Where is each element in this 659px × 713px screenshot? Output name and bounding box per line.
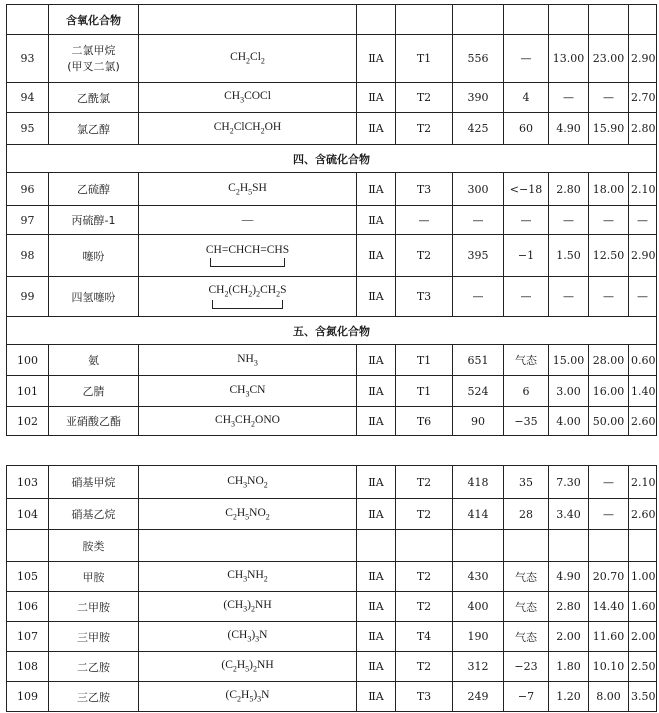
lel-cell: — [549, 206, 589, 235]
group-cell: ⅡA [357, 83, 396, 113]
compound-formula: — [139, 206, 357, 235]
density-cell: 3.50 [629, 682, 657, 712]
uel-cell: 15.90 [589, 113, 629, 145]
compound-name: 三乙胺 [49, 682, 139, 712]
temp-class-cell: T4 [396, 622, 453, 652]
compound-name-line2: (甲叉二氯) [67, 59, 120, 73]
temp-class-cell: T2 [396, 652, 453, 682]
group-cell: ⅡA [357, 652, 396, 682]
density-cell: — [629, 206, 657, 235]
compound-formula: $CH_2Cl_2$ [139, 35, 357, 83]
table-row [7, 652, 657, 682]
compound-formula [139, 277, 357, 317]
temp-class-cell: T3 [396, 173, 453, 206]
row-number: 104 [7, 499, 49, 530]
flash-cell: 4 [504, 83, 549, 113]
ignition-cell: 312 [453, 652, 504, 682]
compound-formula: $CH_3CN$ [139, 376, 357, 407]
group-cell: ⅡA [357, 206, 396, 235]
row-number: 97 [7, 206, 49, 235]
table-row [7, 173, 657, 206]
compound-formula: $CH_3NO_2$ [139, 466, 357, 499]
table-row [7, 622, 657, 652]
lel-cell: 3.40 [549, 499, 589, 530]
temp-class-cell: T3 [396, 682, 453, 712]
compound-table-top [6, 4, 657, 436]
table-row [7, 345, 657, 376]
compound-formula: $(C_2H_5)_3N$ [139, 682, 357, 712]
ignition-cell: 556 [453, 35, 504, 83]
table-row [7, 376, 657, 407]
section-title-nitrogen: 五、含氮化合物 [7, 317, 657, 345]
ignition-cell: 300 [453, 173, 504, 206]
group-cell: ⅡA [357, 562, 396, 592]
temp-class-cell: T6 [396, 407, 453, 436]
density-cell: 2.70 [629, 83, 657, 113]
compound-formula: $CH_3CH_2ONO$ [139, 407, 357, 436]
lel-cell: 4.90 [549, 562, 589, 592]
temp-class-cell: T2 [396, 562, 453, 592]
lel-cell: 4.90 [549, 113, 589, 145]
table-row [7, 5, 657, 35]
compound-name [49, 35, 139, 83]
temp-class-cell: T2 [396, 235, 453, 277]
flash-cell: <−18 [504, 173, 549, 206]
ignition-cell: — [453, 277, 504, 317]
compound-name: 四氢噻吩 [49, 277, 139, 317]
lel-cell: 2.80 [549, 173, 589, 206]
group-cell: ⅡA [357, 407, 396, 436]
flash-cell: −35 [504, 407, 549, 436]
uel-cell: 12.50 [589, 235, 629, 277]
row-number: 98 [7, 235, 49, 277]
row-number: 108 [7, 652, 49, 682]
lel-cell: 1.20 [549, 682, 589, 712]
compound-formula [139, 235, 357, 277]
row-number: 103 [7, 466, 49, 499]
uel-cell: 8.00 [589, 682, 629, 712]
ring-bracket [212, 300, 282, 309]
ignition-cell: 418 [453, 466, 504, 499]
compound-name: 乙酰氯 [49, 83, 139, 113]
row-number: 94 [7, 83, 49, 113]
section-row [7, 317, 657, 345]
temp-class-cell: T1 [396, 35, 453, 83]
flash-cell: — [504, 206, 549, 235]
density-cell: 2.80 [629, 113, 657, 145]
table-row [7, 35, 657, 83]
lel-cell: 1.80 [549, 652, 589, 682]
compound-name: 三甲胺 [49, 622, 139, 652]
ring-formula [206, 244, 289, 267]
ignition-cell: 395 [453, 235, 504, 277]
compound-formula: $NH_3$ [139, 345, 357, 376]
row-number: 99 [7, 277, 49, 317]
ignition-cell: 430 [453, 562, 504, 592]
compound-name: 二甲胺 [49, 592, 139, 622]
row-number: 102 [7, 407, 49, 436]
density-cell: 2.00 [629, 622, 657, 652]
compound-formula: $(C_2H_5)_2NH$ [139, 652, 357, 682]
uel-cell: — [589, 206, 629, 235]
uel-cell: 11.60 [589, 622, 629, 652]
table-row [7, 530, 657, 562]
group-cell: ⅡA [357, 376, 396, 407]
lel-cell: 15.00 [549, 345, 589, 376]
compound-table-bottom [6, 465, 657, 712]
table-row [7, 206, 657, 235]
uel-cell: — [589, 277, 629, 317]
density-cell: 2.60 [629, 407, 657, 436]
uel-cell: 28.00 [589, 345, 629, 376]
temp-class-cell: — [396, 206, 453, 235]
flash-cell: 气态 [504, 592, 549, 622]
row-number: 101 [7, 376, 49, 407]
group-cell: ⅡA [357, 345, 396, 376]
flash-cell: −23 [504, 652, 549, 682]
section-title-sulfur: 四、含硫化合物 [7, 145, 657, 173]
flash-cell: 气态 [504, 622, 549, 652]
row-number: 93 [7, 35, 49, 83]
ring-formula [208, 284, 286, 309]
flash-cell: 气态 [504, 345, 549, 376]
ignition-cell: 425 [453, 113, 504, 145]
group-cell: ⅡA [357, 235, 396, 277]
density-cell: 2.10 [629, 173, 657, 206]
ignition-cell: 249 [453, 682, 504, 712]
uel-cell: 10.10 [589, 652, 629, 682]
temp-class-cell: T2 [396, 113, 453, 145]
flash-cell: 60 [504, 113, 549, 145]
temp-class-cell: T2 [396, 83, 453, 113]
lel-cell: 13.00 [549, 35, 589, 83]
compound-name: 丙硫醇-1 [49, 206, 139, 235]
lel-cell: 2.80 [549, 592, 589, 622]
ring-bracket [210, 258, 285, 267]
lel-cell: — [549, 277, 589, 317]
flash-cell: 气态 [504, 562, 549, 592]
density-cell: 1.60 [629, 592, 657, 622]
ignition-cell: 651 [453, 345, 504, 376]
compound-name: 亚硝酸乙酯 [49, 407, 139, 436]
row-number: 106 [7, 592, 49, 622]
table-row [7, 562, 657, 592]
group-cell: ⅡA [357, 499, 396, 530]
temp-class-cell: T1 [396, 376, 453, 407]
compound-name: 氨 [49, 345, 139, 376]
compound-formula: $CH_2ClCH_2OH$ [139, 113, 357, 145]
lel-cell: 2.00 [549, 622, 589, 652]
table-row [7, 83, 657, 113]
density-cell: — [629, 277, 657, 317]
row-number: 107 [7, 622, 49, 652]
ignition-cell: 400 [453, 592, 504, 622]
flash-cell: — [504, 277, 549, 317]
density-cell: 1.40 [629, 376, 657, 407]
density-cell: 0.60 [629, 345, 657, 376]
group-cell: ⅡA [357, 173, 396, 206]
temp-class-cell: T2 [396, 592, 453, 622]
flash-cell: — [504, 35, 549, 83]
group-cell: ⅡA [357, 277, 396, 317]
compound-name: 二乙胺 [49, 652, 139, 682]
compound-formula: $CH_3NH_2$ [139, 562, 357, 592]
compound-name: 乙硫醇 [49, 173, 139, 206]
uel-cell: 20.70 [589, 562, 629, 592]
compound-name: 氯乙醇 [49, 113, 139, 145]
compound-formula: $(CH_3)_3N$ [139, 622, 357, 652]
ignition-cell: 414 [453, 499, 504, 530]
table-row [7, 499, 657, 530]
table-row [7, 113, 657, 145]
ignition-cell: 524 [453, 376, 504, 407]
row-number: 100 [7, 345, 49, 376]
table-row [7, 592, 657, 622]
flash-cell: 28 [504, 499, 549, 530]
uel-cell: 23.00 [589, 35, 629, 83]
flash-cell: −1 [504, 235, 549, 277]
row-number: 105 [7, 562, 49, 592]
group-cell: ⅡA [357, 682, 396, 712]
table-row [7, 235, 657, 277]
temp-class-cell: T2 [396, 499, 453, 530]
group-cell: ⅡA [357, 35, 396, 83]
uel-cell: 16.00 [589, 376, 629, 407]
compound-formula: $(CH_3)_2NH$ [139, 592, 357, 622]
section-row [7, 145, 657, 173]
lel-cell: 4.00 [549, 407, 589, 436]
lel-cell: 1.50 [549, 235, 589, 277]
table-row [7, 466, 657, 499]
compound-formula: $CH_3COCl$ [139, 83, 357, 113]
lel-cell: — [549, 83, 589, 113]
compound-name: 硝基甲烷 [49, 466, 139, 499]
ignition-cell: 190 [453, 622, 504, 652]
temp-class-cell: T2 [396, 466, 453, 499]
group-cell: ⅡA [357, 466, 396, 499]
section-header: 含氧化合物 [49, 5, 139, 35]
lel-cell: 3.00 [549, 376, 589, 407]
uel-cell: 14.40 [589, 592, 629, 622]
compound-name: 硝基乙烷 [49, 499, 139, 530]
ignition-cell: 90 [453, 407, 504, 436]
flash-cell: 6 [504, 376, 549, 407]
temp-class-cell: T1 [396, 345, 453, 376]
row-number: 96 [7, 173, 49, 206]
table-row [7, 682, 657, 712]
flash-cell: 35 [504, 466, 549, 499]
compound-name: 噻吩 [49, 235, 139, 277]
uel-cell: — [589, 466, 629, 499]
formula-text: CH=CHCH=CHS [205, 244, 290, 256]
formula-text: $CH_2(CH_2)_2CH_2S$ [208, 283, 287, 299]
density-cell: 1.00 [629, 562, 657, 592]
uel-cell: 50.00 [589, 407, 629, 436]
compound-formula: $C_2H_5NO_2$ [139, 499, 357, 530]
table-row [7, 277, 657, 317]
ignition-cell: 390 [453, 83, 504, 113]
row-number: 95 [7, 113, 49, 145]
row-number: 109 [7, 682, 49, 712]
density-cell: 2.90 [629, 35, 657, 83]
uel-cell: — [589, 499, 629, 530]
group-cell: ⅡA [357, 622, 396, 652]
compound-name: 甲胺 [49, 562, 139, 592]
density-cell: 2.50 [629, 652, 657, 682]
compound-name: 乙腈 [49, 376, 139, 407]
temp-class-cell: T3 [396, 277, 453, 317]
density-cell: 2.10 [629, 466, 657, 499]
density-cell: 2.60 [629, 499, 657, 530]
flash-cell: −7 [504, 682, 549, 712]
group-cell: ⅡA [357, 113, 396, 145]
ignition-cell: — [453, 206, 504, 235]
lel-cell: 7.30 [549, 466, 589, 499]
density-cell: 2.90 [629, 235, 657, 277]
uel-cell: 18.00 [589, 173, 629, 206]
group-cell: ⅡA [357, 592, 396, 622]
table-row [7, 407, 657, 436]
compound-name-line1: 二氯甲烷 [71, 43, 116, 57]
compound-formula: $C_2H_5SH$ [139, 173, 357, 206]
uel-cell: — [589, 83, 629, 113]
subheader-amines: 胺类 [49, 530, 139, 562]
